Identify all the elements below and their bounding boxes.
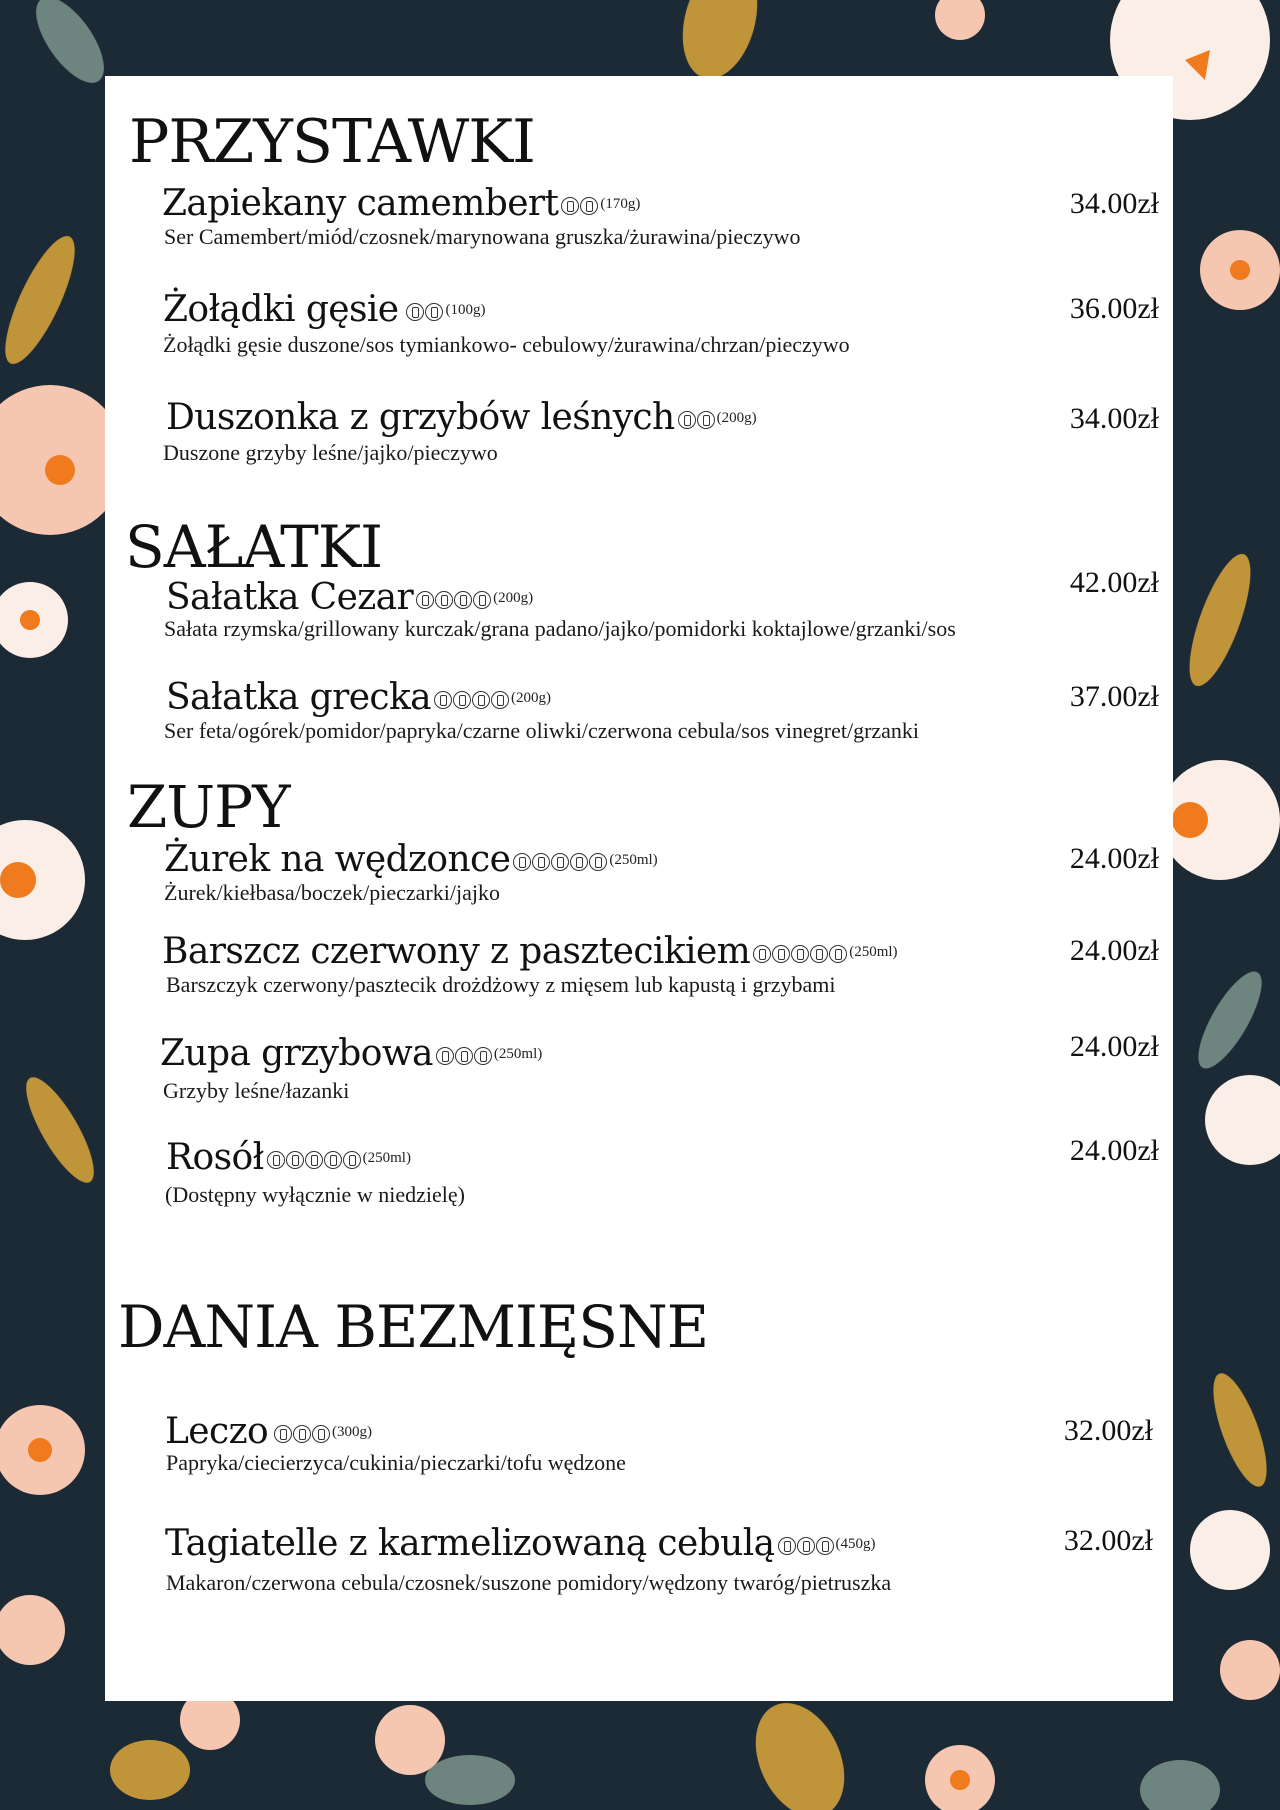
item-description: (Dostępny wyłącznie w niedzielę) — [165, 1182, 465, 1207]
portion-size: (200g) — [511, 689, 552, 706]
portion-size: (200g) — [493, 589, 534, 606]
allergen-icon — [455, 1047, 473, 1065]
allergen-icon — [491, 691, 509, 709]
section-title-zupy: ZUPY — [127, 773, 290, 841]
allergen-icon — [425, 303, 443, 321]
allergen-icon — [532, 853, 550, 871]
allergen-icon — [551, 853, 569, 871]
portion-size: (250ml) — [849, 943, 898, 960]
portion-size: (450g) — [835, 1535, 876, 1552]
allergen-icon — [473, 591, 491, 609]
menu-card — [105, 76, 1173, 1701]
allergen-icon — [570, 853, 588, 871]
allergen-icon — [416, 591, 434, 609]
allergen-icon — [312, 1425, 330, 1443]
allergen-icon — [753, 945, 771, 963]
allergen-icon — [472, 691, 490, 709]
portion-size: (170g) — [600, 195, 641, 212]
allergen-icon — [513, 853, 531, 871]
item-price: 34.00zł — [1069, 402, 1159, 435]
allergen-icons — [561, 186, 599, 222]
item-description: Duszone grzyby leśne/jajko/pieczywo — [163, 440, 498, 465]
allergen-icon — [436, 1047, 454, 1065]
item-description: Makaron/czerwona cebula/czosnek/suszone pomidory/wędzony twaróg/pietruszka — [166, 1570, 892, 1595]
item-description: Żurek/kiełbasa/boczek/pieczarki/jajko — [164, 880, 500, 905]
item-name: Duszonka z grzybów leśnych (200g) — [166, 397, 757, 438]
allergen-icon — [453, 691, 471, 709]
item-name: Leczo (300g) — [165, 1411, 373, 1452]
allergen-icon — [816, 1537, 834, 1555]
item-name: Rosół (250ml) — [166, 1137, 411, 1178]
portion-size: (250ml) — [493, 1045, 543, 1062]
portion-size: (300g) — [332, 1423, 373, 1440]
item-description: Ser feta/ogórek/pomidor/papryka/czarne oliwki/czerwona cebula/sos vinegret/grzanki — [164, 718, 920, 743]
allergen-icons — [416, 580, 492, 616]
allergen-icon — [778, 1537, 796, 1555]
item-price: 24.00zł — [1069, 1134, 1159, 1167]
portion-size: (250ml) — [609, 851, 658, 868]
allergen-icons — [513, 842, 608, 878]
allergen-icon — [274, 1425, 292, 1443]
allergen-icon — [474, 1047, 492, 1065]
allergen-icons — [753, 934, 848, 970]
allergen-icon — [324, 1151, 342, 1169]
allergen-icon — [267, 1151, 285, 1169]
portion-size: (100g) — [445, 301, 486, 318]
allergen-icon — [435, 591, 453, 609]
section-title-salatki: SAŁATKI — [125, 513, 383, 581]
item-name: Zapiekany camembert (170g) — [162, 183, 641, 224]
item-name: Tagiatelle z karmelizowaną cebulą (450g) — [165, 1523, 876, 1564]
item-name: Barszcz czerwony z pasztecikiem (250ml) — [162, 931, 898, 972]
allergen-icon — [829, 945, 847, 963]
item-price: 32.00zł — [1063, 1524, 1153, 1557]
allergen-icon — [772, 945, 790, 963]
item-description: Sałata rzymska/grillowany kurczak/grana padano/jajko/pomidorki koktajlowe/grzanki/sos — [164, 616, 956, 641]
allergen-icon — [797, 1537, 815, 1555]
item-price: 37.00zł — [1069, 680, 1159, 713]
item-description: Grzyby leśne/łazanki — [163, 1078, 350, 1103]
allergen-icon — [406, 303, 424, 321]
item-description: Barszczyk czerwony/pasztecik drożdżowy z mięsem lub kapustą i grzybami — [166, 972, 836, 997]
allergen-icon — [589, 853, 607, 871]
allergen-icon — [810, 945, 828, 963]
item-price: 24.00zł — [1069, 1030, 1159, 1063]
item-description: Papryka/ciecierzyca/cukinia/pieczarki/tofu wędzone — [166, 1450, 626, 1475]
allergen-icons — [678, 400, 716, 436]
item-name: Żołądki gęsie (100g) — [163, 289, 486, 330]
item-name: Żurek na wędzonce (250ml) — [164, 839, 658, 880]
section-title-przystawki: PRZYSTAWKI — [129, 107, 535, 177]
allergen-icon — [293, 1425, 311, 1443]
portion-size: (250ml) — [362, 1149, 411, 1166]
item-name: Sałatka grecka (200g) — [166, 677, 552, 718]
item-name: Zupa grzybowa (250ml) — [160, 1033, 543, 1074]
allergen-icon — [343, 1151, 361, 1169]
section-title-dania-bezmiesne: DANIA BEZMIĘSNE — [118, 1293, 709, 1361]
item-description: Ser Camembert/miód/czosnek/marynowana gruszka/żurawina/pieczywo — [164, 224, 801, 249]
allergen-icon — [454, 591, 472, 609]
item-price: 36.00zł — [1069, 292, 1159, 325]
allergen-icon — [305, 1151, 323, 1169]
allergen-icons — [274, 1414, 331, 1450]
allergen-icon — [434, 691, 452, 709]
allergen-icons — [436, 1036, 493, 1072]
allergen-icon — [561, 197, 579, 215]
portion-size: (200g) — [716, 409, 757, 426]
item-price: 24.00zł — [1069, 934, 1159, 967]
allergen-icons — [434, 680, 510, 716]
allergen-icon — [580, 197, 598, 215]
item-price: 34.00zł — [1069, 187, 1159, 220]
allergen-icon — [791, 945, 809, 963]
item-name: Sałatka Cezar (200g) — [166, 577, 534, 618]
allergen-icons — [778, 1526, 835, 1562]
allergen-icon — [678, 411, 696, 429]
allergen-icon — [697, 411, 715, 429]
item-price: 32.00zł — [1063, 1414, 1153, 1447]
allergen-icons — [267, 1140, 362, 1176]
allergen-icon — [286, 1151, 304, 1169]
item-price: 42.00zł — [1069, 566, 1159, 599]
item-price: 24.00zł — [1069, 842, 1159, 875]
item-description: Żołądki gęsie duszone/sos tymiankowo- cebulowy/żurawina/chrzan/pieczywo — [163, 332, 850, 357]
allergen-icons — [406, 292, 444, 328]
